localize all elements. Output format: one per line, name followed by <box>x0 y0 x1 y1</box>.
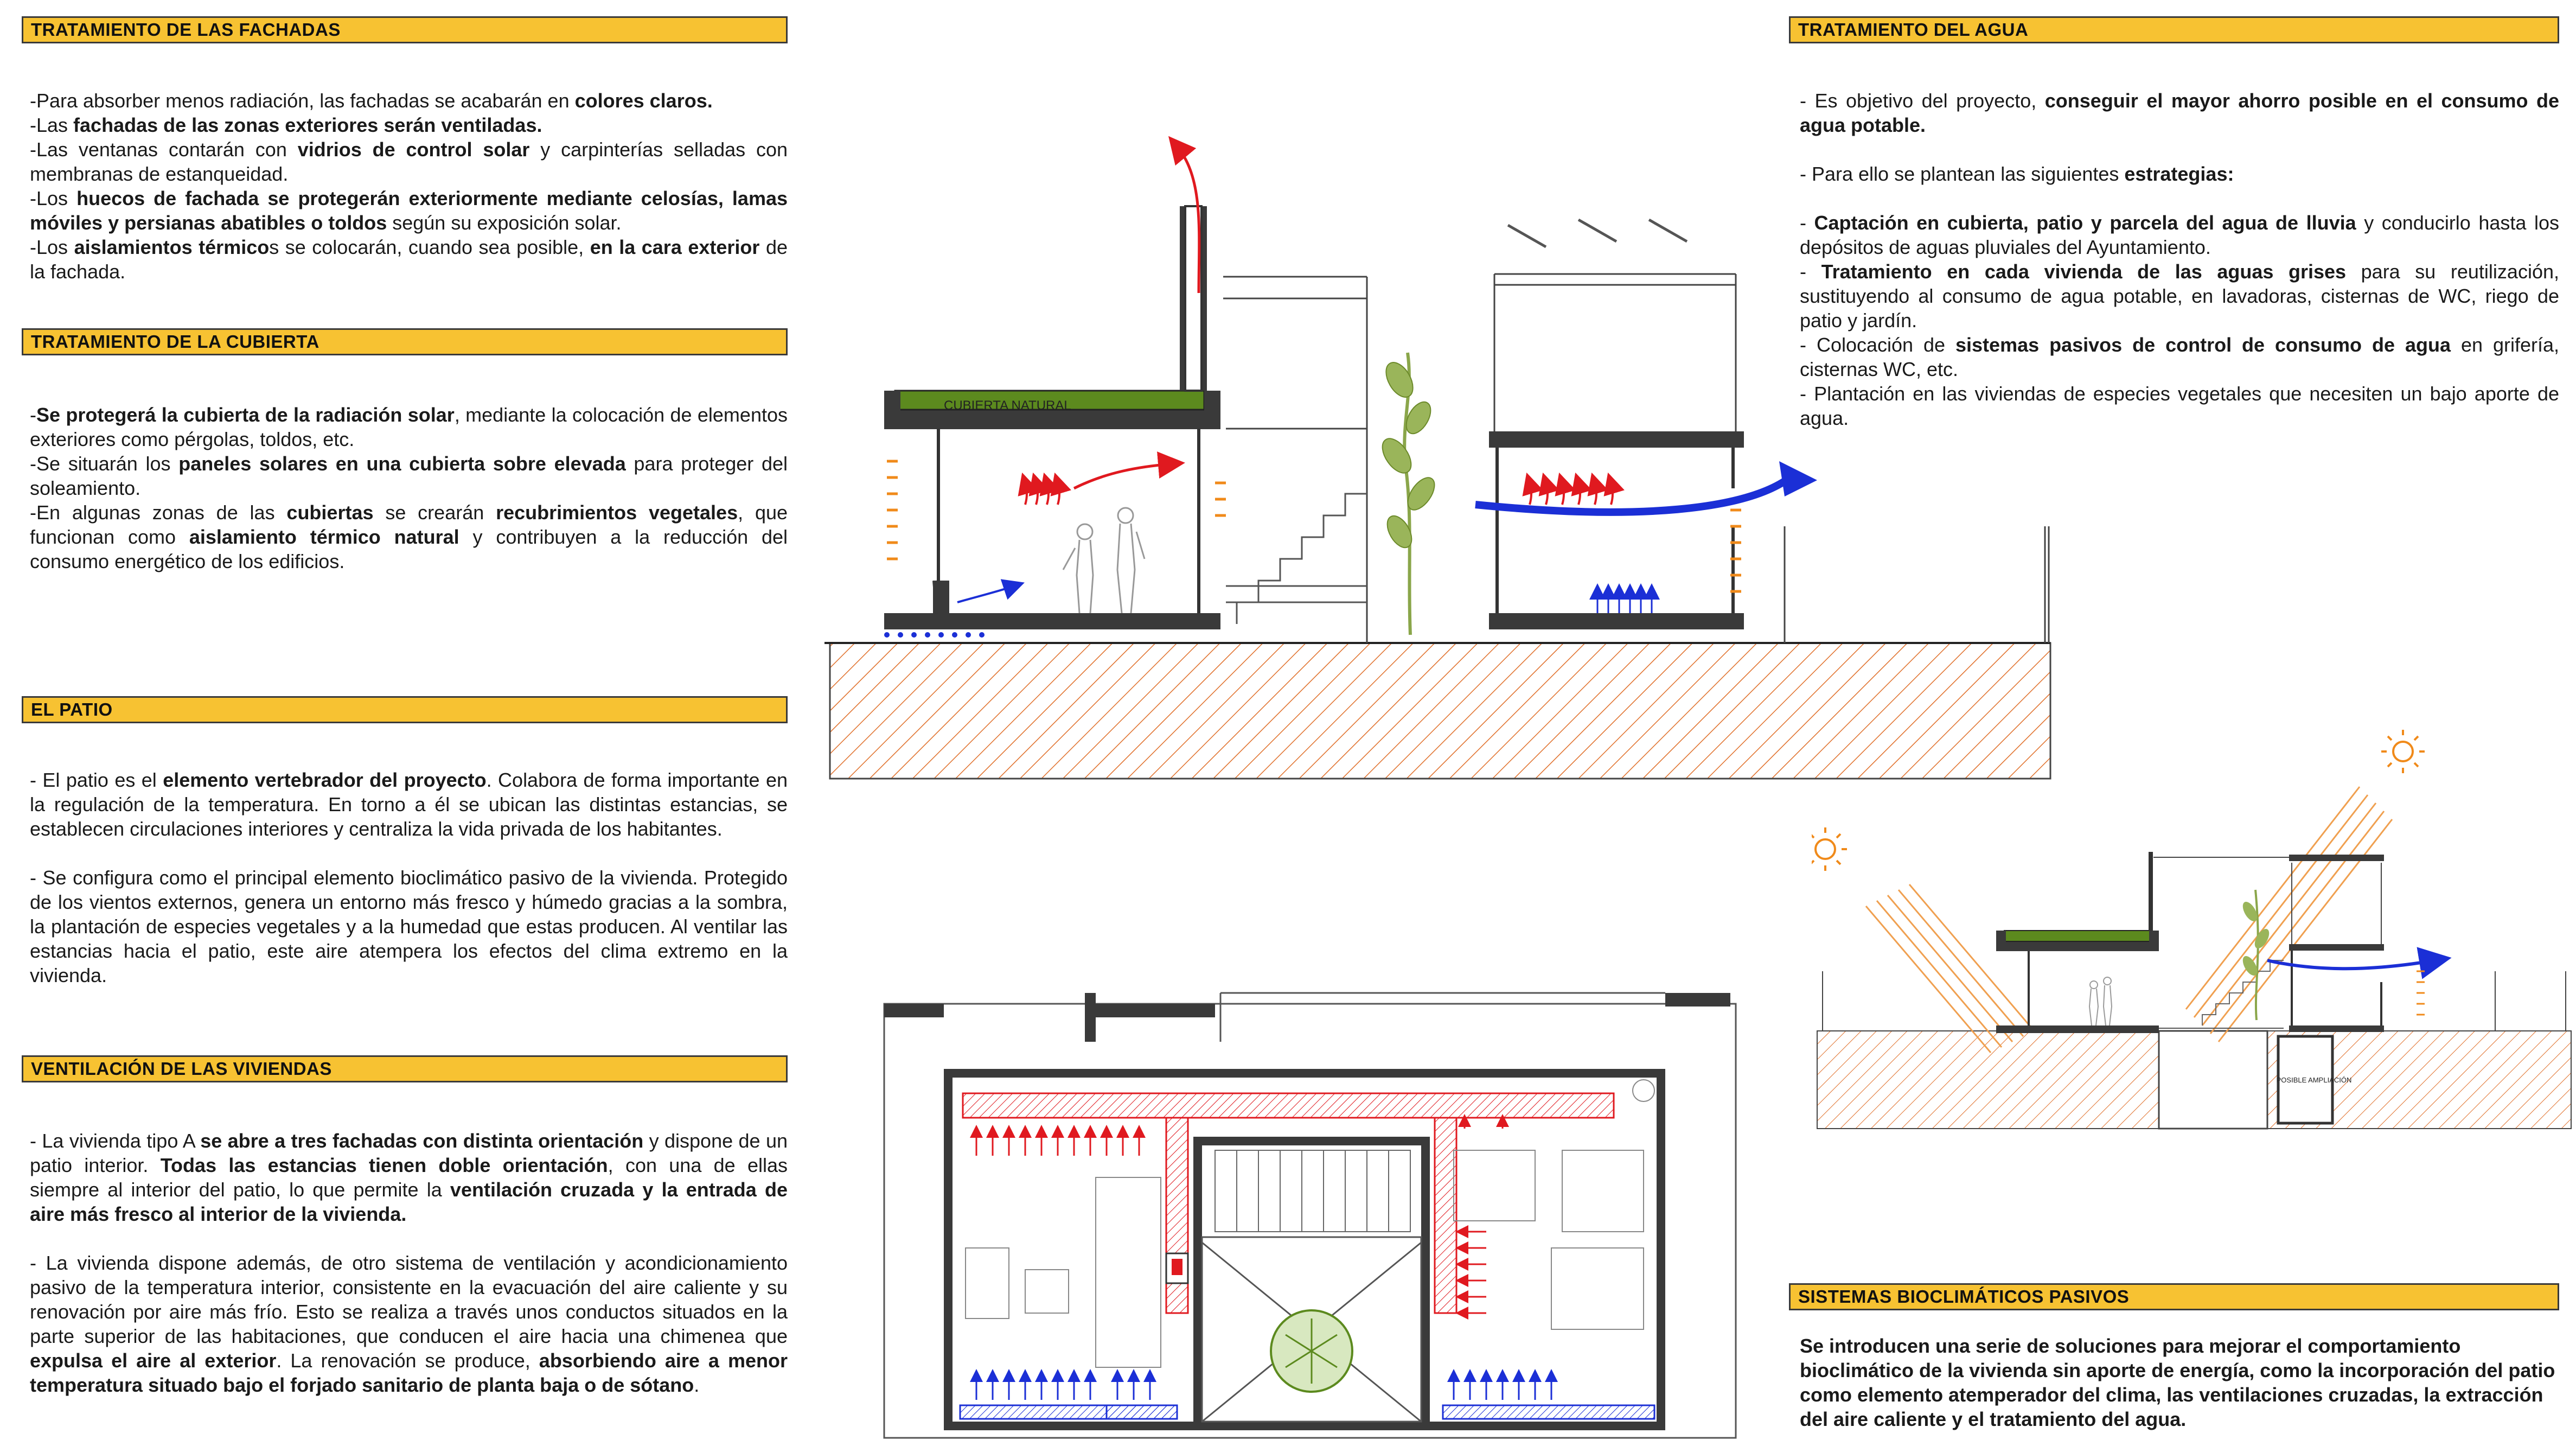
bold-run: expulsa el aire al exterior <box>30 1349 277 1372</box>
paragraph-line <box>30 88 788 113</box>
text-run: de la fachada. <box>30 236 788 283</box>
floor-plan <box>879 988 1741 1443</box>
bold-run: estrategias: <box>2124 163 2234 185</box>
header-cubierta-text: TRATAMIENTO DE LA CUBIERTA <box>31 332 319 352</box>
text-cubierta <box>30 403 788 574</box>
sun-icon-right <box>2381 730 2425 773</box>
text-run: - La vivienda dispone además, de otro sistema de ventilación y acondicionamiento pasivo de la temperatura interior, consistente en la evacuación del aire caliente y su renovación por aire más frío. Esto se realiza a través unos conductos situados en la parte superior de las habitaciones, que conducen el aire hacia una chimenea que <box>30 1252 788 1347</box>
hot-air-arrows <box>1025 483 1613 505</box>
paragraph-line <box>30 186 788 235</box>
bold-run: colores claros. <box>574 90 713 112</box>
section-drawing-small <box>1812 727 2574 1161</box>
text-run: - La vivienda tipo A <box>30 1130 201 1152</box>
bold-run: elemento vertebrador del proyecto <box>163 769 487 791</box>
bold-run: Todas las estancias tienen doble orientación <box>160 1154 608 1176</box>
text-run: -Las <box>30 114 74 136</box>
text-run: -Las ventanas contarán con <box>30 138 298 161</box>
paragraph-line <box>30 1129 788 1226</box>
cool-air-arrows <box>1597 591 1652 613</box>
text-run: y contribuyen a la reducción del consumo energético de los edificios. <box>30 526 788 572</box>
header-patio <box>22 696 788 723</box>
text-run: y conducirlo hasta los depósitos de aguas pluviales del Ayuntamiento. <box>1800 212 2559 258</box>
text-run: -Para absorber menos radiación, las fachadas se acabarán en <box>30 90 575 112</box>
stair-profile <box>1237 494 1367 624</box>
text-run: -En algunas zonas de las <box>30 501 287 524</box>
cool-air-vents <box>960 1405 1654 1419</box>
header-fachadas-text: TRATAMIENTO DE LAS FACHADAS <box>31 20 341 40</box>
header-agua-text: TRATAMIENTO DEL AGUA <box>1798 20 2029 40</box>
text-run: en grifería, cisternas WC, etc. <box>1800 334 2559 380</box>
bold-run: ventilación cruzada y la entrada de aire más fresco al interior de la vivienda. <box>30 1179 788 1225</box>
header-cubierta <box>22 328 788 355</box>
paragraph-line <box>30 1251 788 1397</box>
bold-run: Tratamiento en cada vivienda de las aguas grises <box>1821 260 2347 283</box>
bold-run: huecos de fachada se protegerán exteriormente mediante celosías, lamas móviles y persianas abatibles o toldos <box>30 187 788 234</box>
text-run: - Plantación en las viviendas de especies vegetales que necesiten un bajo aporte de agua. <box>1800 383 2559 429</box>
text-run: - El patio es el <box>30 769 163 791</box>
label-cubierta-natural: CUBIERTA NATURAL <box>944 398 1071 413</box>
text-run: - Se configura como el principal elemento bioclimático pasivo de la vivienda. Protegido de los vientos externos, genera un entorno más fresco y húmedo gracias a la sombra, la plantación de especies vegetales y a la humedad que estas producen. Al ventilar las estancias hacia el patio, este aire atempera los efectos del clima extremo en la vivienda. <box>30 867 788 986</box>
sun-icon-left <box>1812 827 1847 871</box>
header-fachadas <box>22 16 788 43</box>
bold-run: fachadas de las zonas exteriores serán ventiladas. <box>73 114 542 136</box>
paragraph-line <box>30 768 788 841</box>
text-run: , con una de ellas siempre al interior del patio, lo que permite la <box>30 1154 788 1201</box>
text-run: , mediante la colocación de elementos exteriores como pérgolas, toldos, etc. <box>30 404 788 450</box>
text-run: se crearán <box>373 501 496 524</box>
text-run: -Los <box>30 187 77 209</box>
header-ventilacion-text: VENTILACIÓN DE LAS VIVIENDAS <box>31 1059 332 1079</box>
text-sistemas <box>1800 1334 2559 1431</box>
header-patio-text: EL PATIO <box>31 699 113 719</box>
text-run: . Colabora de forma importante en la regulación de la temperatura. En torno a él se ubican las distintas estancias, se establecen circulaciones interiores y centraliza la vida privada de los habitantes. <box>30 769 788 840</box>
bold-run: sistemas pasivos de control de consumo de agua <box>1955 334 2451 356</box>
text-run: - <box>1800 260 1821 283</box>
paragraph-line <box>1800 1334 2559 1431</box>
people-silhouette <box>1063 508 1145 613</box>
text-run: , que funcionan como <box>30 501 788 548</box>
text-run: -Los <box>30 236 74 258</box>
text-run: - Colocación de <box>1800 334 1956 356</box>
bold-run: cubiertas <box>286 501 374 524</box>
text-run: - <box>30 404 36 426</box>
bold-run: conseguir el mayor ahorro posible en el consumo de agua potable. <box>1800 90 2560 136</box>
bold-run: aislamientos térmico <box>74 236 270 258</box>
bold-run: en la cara exterior <box>590 236 760 258</box>
header-sistemas-text: SISTEMAS BIOCLIMÁTICOS PASIVOS <box>1798 1286 2130 1307</box>
text-run: - Es objetivo del proyecto, <box>1800 90 2045 112</box>
text-run: - <box>1800 212 1814 234</box>
paragraph-line <box>30 403 788 451</box>
text-run: y carpinterías selladas con membranas de estanqueidad. <box>30 138 788 185</box>
section-drawing-main <box>824 136 2056 787</box>
header-sistemas <box>1789 1283 2559 1310</box>
text-run: s se colocarán, cuando sea posible, <box>269 236 590 258</box>
bold-run: Captación en cubierta, patio y parcela del agua de lluvia <box>1814 212 2356 234</box>
text-run: - Para ello se plantean las siguientes <box>1800 163 2125 185</box>
hot-air-duct <box>963 1093 1614 1118</box>
paragraph-line <box>30 113 788 137</box>
text-run: . <box>694 1374 700 1396</box>
text-run: según su exposición solar. <box>387 212 622 234</box>
bold-run: recubrimientos vegetales <box>496 501 738 524</box>
paragraph-line <box>30 865 788 988</box>
bold-run: absorbiendo aire a menor temperatura situado bajo el forjado sanitario de planta baja o de sótano <box>30 1349 788 1396</box>
text-run: para proteger del soleamiento. <box>30 453 788 499</box>
bold-run: paneles solares en una cubierta sobre elevada <box>178 453 626 475</box>
cross-ventilation-arrow <box>1475 477 1790 512</box>
bold-run: Se introducen una serie de soluciones para mejorar el comportamiento bioclimático de la vivienda sin aporte de energía, como la incorporación del patio como elemento atemperador del clima, las ventilaciones cruzadas, la extracción del aire caliente y el tratamiento del agua. <box>1800 1335 2555 1430</box>
bold-run: aislamiento térmico natural <box>189 526 459 548</box>
header-ventilacion <box>22 1055 788 1082</box>
paragraph-line <box>30 137 788 186</box>
bold-run: se abre a tres fachadas con distinta orientación <box>200 1130 644 1152</box>
text-ventilacion <box>30 1129 788 1397</box>
text-run: . La renovación se produce, <box>276 1349 539 1372</box>
paragraph-line <box>1800 88 2559 137</box>
text-run: para su reutilización, sustituyendo al consumo de agua potable, en lavadoras, cisternas de WC, riego de patio y jardín. <box>1800 260 2559 332</box>
text-run: -Se situarán los <box>30 453 179 475</box>
header-agua <box>1789 16 2559 43</box>
label-posible-ampliacion: POSIBLE AMPLIACIÓN <box>2276 1076 2352 1084</box>
paragraph-line <box>30 500 788 574</box>
paragraph-line <box>30 451 788 500</box>
bold-run: vidrios de control solar <box>297 138 530 161</box>
text-fachadas <box>30 88 788 284</box>
text-run: y dispone de un patio interior. <box>30 1130 788 1176</box>
text-patio <box>30 768 788 988</box>
paragraph-line <box>30 235 788 284</box>
bold-run: Se protegerá la cubierta de la radiación solar <box>36 404 455 426</box>
